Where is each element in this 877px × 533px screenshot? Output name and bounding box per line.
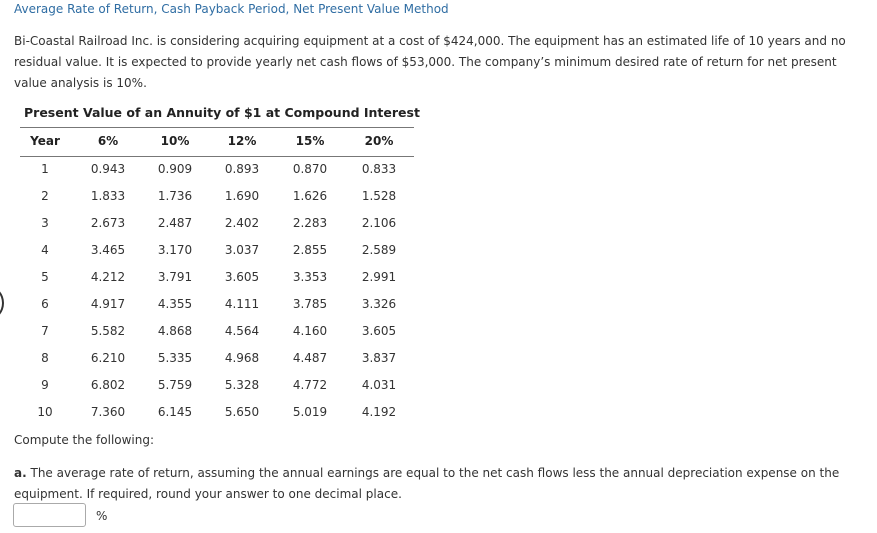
table-cell-year: 4 bbox=[41, 243, 49, 257]
table-cell-rate-15: 2.283 bbox=[292, 216, 328, 230]
question-a-text: The average rate of return, assuming the annual earnings are equal to the net cash flows less the annual depreciation expense on the equipment. If required, round your answer to one decimal place. bbox=[14, 466, 840, 501]
table-header-bottom-rule bbox=[20, 156, 414, 157]
table-cell-rate-20: 2.106 bbox=[361, 216, 397, 230]
table-cell-rate-15: 5.019 bbox=[292, 405, 328, 419]
table-cell-year: 5 bbox=[41, 270, 49, 284]
table-cell-rate-15: 3.785 bbox=[292, 297, 328, 311]
table-cell-year: 9 bbox=[41, 378, 49, 392]
table-cell-rate-12: 5.650 bbox=[224, 405, 260, 419]
table-cell-year: 2 bbox=[41, 189, 49, 203]
table-cell-rate-10: 5.335 bbox=[157, 351, 193, 365]
table-cell-rate-10: 4.355 bbox=[157, 297, 193, 311]
table-cell-rate-20: 3.326 bbox=[361, 297, 397, 311]
table-cell-rate-6: 2.673 bbox=[90, 216, 126, 230]
table-cell-rate-10: 3.170 bbox=[157, 243, 193, 257]
table-cell-rate-12: 1.690 bbox=[224, 189, 260, 203]
table-cell-rate-20: 1.528 bbox=[361, 189, 397, 203]
table-cell-rate-6: 1.833 bbox=[90, 189, 126, 203]
table-header-top-rule bbox=[20, 127, 414, 128]
table-cell-rate-10: 0.909 bbox=[157, 162, 193, 176]
table-cell-rate-12: 5.328 bbox=[224, 378, 260, 392]
table-cell-rate-20: 4.192 bbox=[361, 405, 397, 419]
question-a bbox=[14, 463, 864, 505]
table-cell-rate-6: 0.943 bbox=[90, 162, 126, 176]
table-cell-year: 7 bbox=[41, 324, 49, 338]
table-header-rate-12: 12% bbox=[227, 134, 257, 148]
table-cell-rate-15: 2.855 bbox=[292, 243, 328, 257]
table-cell-rate-6: 5.582 bbox=[90, 324, 126, 338]
table-cell-rate-6: 6.210 bbox=[90, 351, 126, 365]
table-cell-year: 10 bbox=[37, 405, 53, 419]
table-cell-rate-6: 4.917 bbox=[90, 297, 126, 311]
table-cell-rate-20: 3.837 bbox=[361, 351, 397, 365]
question-a-label: a. bbox=[14, 466, 27, 480]
compute-instruction: Compute the following: bbox=[14, 433, 155, 447]
table-cell-rate-15: 1.626 bbox=[292, 189, 328, 203]
table-cell-rate-12: 4.111 bbox=[224, 297, 260, 311]
table-header-rate-15: 15% bbox=[295, 134, 325, 148]
table-cell-rate-10: 1.736 bbox=[157, 189, 193, 203]
table-cell-rate-20: 4.031 bbox=[361, 378, 397, 392]
table-cell-rate-12: 0.893 bbox=[224, 162, 260, 176]
table-cell-rate-6: 4.212 bbox=[90, 270, 126, 284]
table-header-rate-20: 20% bbox=[364, 134, 394, 148]
table-cell-rate-6: 7.360 bbox=[90, 405, 126, 419]
table-cell-rate-20: 0.833 bbox=[361, 162, 397, 176]
table-cell-rate-12: 2.402 bbox=[224, 216, 260, 230]
table-cell-year: 1 bbox=[41, 162, 49, 176]
table-cell-year: 8 bbox=[41, 351, 49, 365]
circle-edge-icon bbox=[0, 286, 4, 320]
percent-unit: % bbox=[96, 509, 108, 523]
table-cell-rate-15: 3.353 bbox=[292, 270, 328, 284]
table-title: Present Value of an Annuity of $1 at Compound Interest bbox=[24, 105, 420, 120]
table-cell-rate-12: 3.605 bbox=[224, 270, 260, 284]
table-cell-rate-6: 3.465 bbox=[90, 243, 126, 257]
page-title: Average Rate of Return, Cash Payback Period, Net Present Value Method bbox=[14, 2, 449, 16]
problem-description: Bi-Coastal Railroad Inc. is considering acquiring equipment at a cost of $424,000. The equipment has an estimated life of 10 years and no residual value. It is expected to provide yearly net cash flows of $53,000. The company’s minimum desired rate of return for net present value analysis is 10%. bbox=[14, 34, 846, 90]
table-cell-rate-6: 6.802 bbox=[90, 378, 126, 392]
table-cell-rate-12: 3.037 bbox=[224, 243, 260, 257]
table-cell-rate-12: 4.564 bbox=[224, 324, 260, 338]
table-cell-rate-12: 4.968 bbox=[224, 351, 260, 365]
table-cell-rate-10: 3.791 bbox=[157, 270, 193, 284]
table-cell-rate-15: 4.487 bbox=[292, 351, 328, 365]
table-cell-rate-15: 4.160 bbox=[292, 324, 328, 338]
table-header-rate-6: 6% bbox=[97, 134, 119, 148]
answer-input[interactable] bbox=[13, 503, 86, 527]
table-cell-rate-10: 6.145 bbox=[157, 405, 193, 419]
table-header-year: Year bbox=[30, 134, 60, 148]
table-cell-rate-15: 0.870 bbox=[292, 162, 328, 176]
table-cell-rate-10: 2.487 bbox=[157, 216, 193, 230]
table-cell-rate-10: 4.868 bbox=[157, 324, 193, 338]
table-cell-rate-10: 5.759 bbox=[157, 378, 193, 392]
table-cell-rate-20: 3.605 bbox=[361, 324, 397, 338]
table-header-rate-10: 10% bbox=[160, 134, 190, 148]
table-cell-rate-20: 2.589 bbox=[361, 243, 397, 257]
table-cell-rate-20: 2.991 bbox=[361, 270, 397, 284]
table-cell-year: 3 bbox=[41, 216, 49, 230]
table-cell-rate-15: 4.772 bbox=[292, 378, 328, 392]
table-cell-year: 6 bbox=[41, 297, 49, 311]
